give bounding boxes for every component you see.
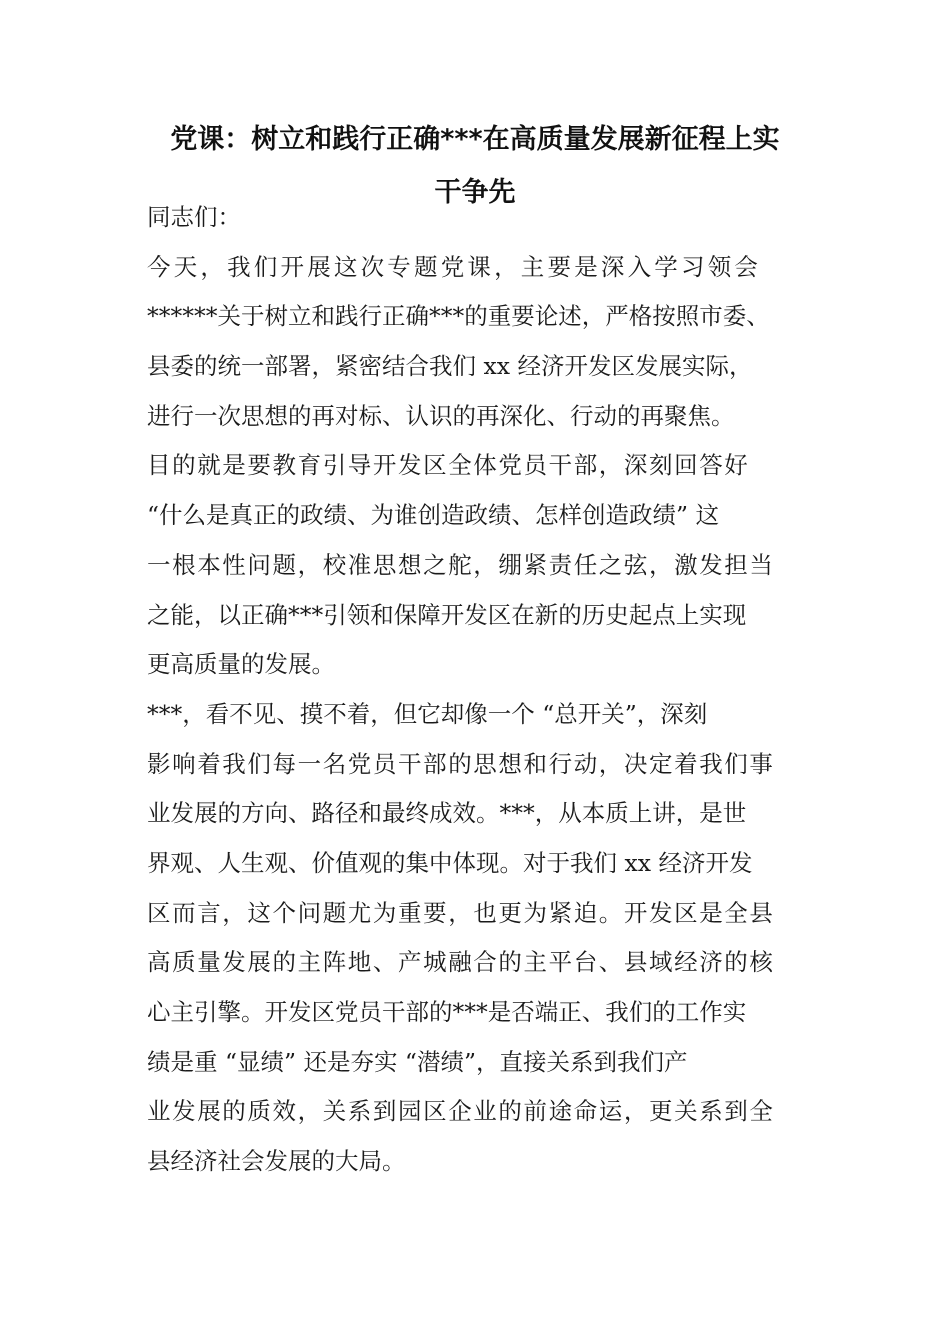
paragraph-line: 界观、人生观、价值观的集中体现。对于我们 xx 经济开发: [147, 848, 753, 877]
paragraph-line: ******关于树立和践行正确***的重要论述，严格按照市委、: [147, 302, 770, 331]
paragraph-line: 今天，我们开展这次专题党课，主要是深入学习领会: [147, 252, 762, 281]
paragraph-line: 业发展的质效，关系到园区企业的前途命运，更关系到全: [147, 1097, 775, 1126]
paragraph-line: 业发展的方向、路径和最终成效。***，从本质上讲，是世: [147, 799, 747, 828]
salutation: 同志们：: [147, 203, 241, 231]
document-title-line-1: 党课：树立和践行正确***在高质量发展新征程上实: [170, 124, 780, 155]
paragraph-line: 区而言，这个问题尤为重要，也更为紧迫。开发区是全县: [147, 898, 775, 927]
paragraph-line: 之能，以正确***引领和保障开发区在新的历史起点上实现: [147, 600, 747, 629]
paragraph-line: “什么是真正的政绩、为谁创造政绩、怎样创造政绩” 这: [147, 501, 719, 530]
paragraph-line: 影响着我们每一名党员干部的思想和行动，决定着我们事: [147, 749, 775, 778]
paragraph-line: 目的就是要教育引导开发区全体党员干部，深刻回答好: [147, 451, 750, 480]
paragraph-line: 县委的统一部署，紧密结合我们 xx 经济开发区发展实际，: [147, 352, 753, 381]
paragraph-line: 一根本性问题，校准思想之舵，绷紧责任之弦，激发担当: [147, 550, 775, 579]
paragraph-line: 进行一次思想的再对标、认识的再深化、行动的再聚焦。: [147, 401, 735, 430]
paragraph-line: ***，看不见、摸不着，但它却像一个 “总开关”，深刻: [147, 699, 708, 728]
document-body: [147, 193, 867, 1187]
paragraph-line: 更高质量的发展。: [147, 650, 335, 679]
paragraph-line: 心主引擎。开发区党员干部的***是否端正、我们的工作实: [147, 998, 747, 1026]
paragraph-line: 高质量发展的主阵地、产城融合的主平台、县域经济的核: [147, 948, 775, 977]
paragraph-line: 绩是重 “显绩” 还是夯实 “潜绩”，直接关系到我们产: [147, 1047, 688, 1076]
paragraph-line: 县经济社会发展的大局。: [147, 1147, 406, 1176]
document-title-line-2: 干争先: [434, 177, 516, 208]
